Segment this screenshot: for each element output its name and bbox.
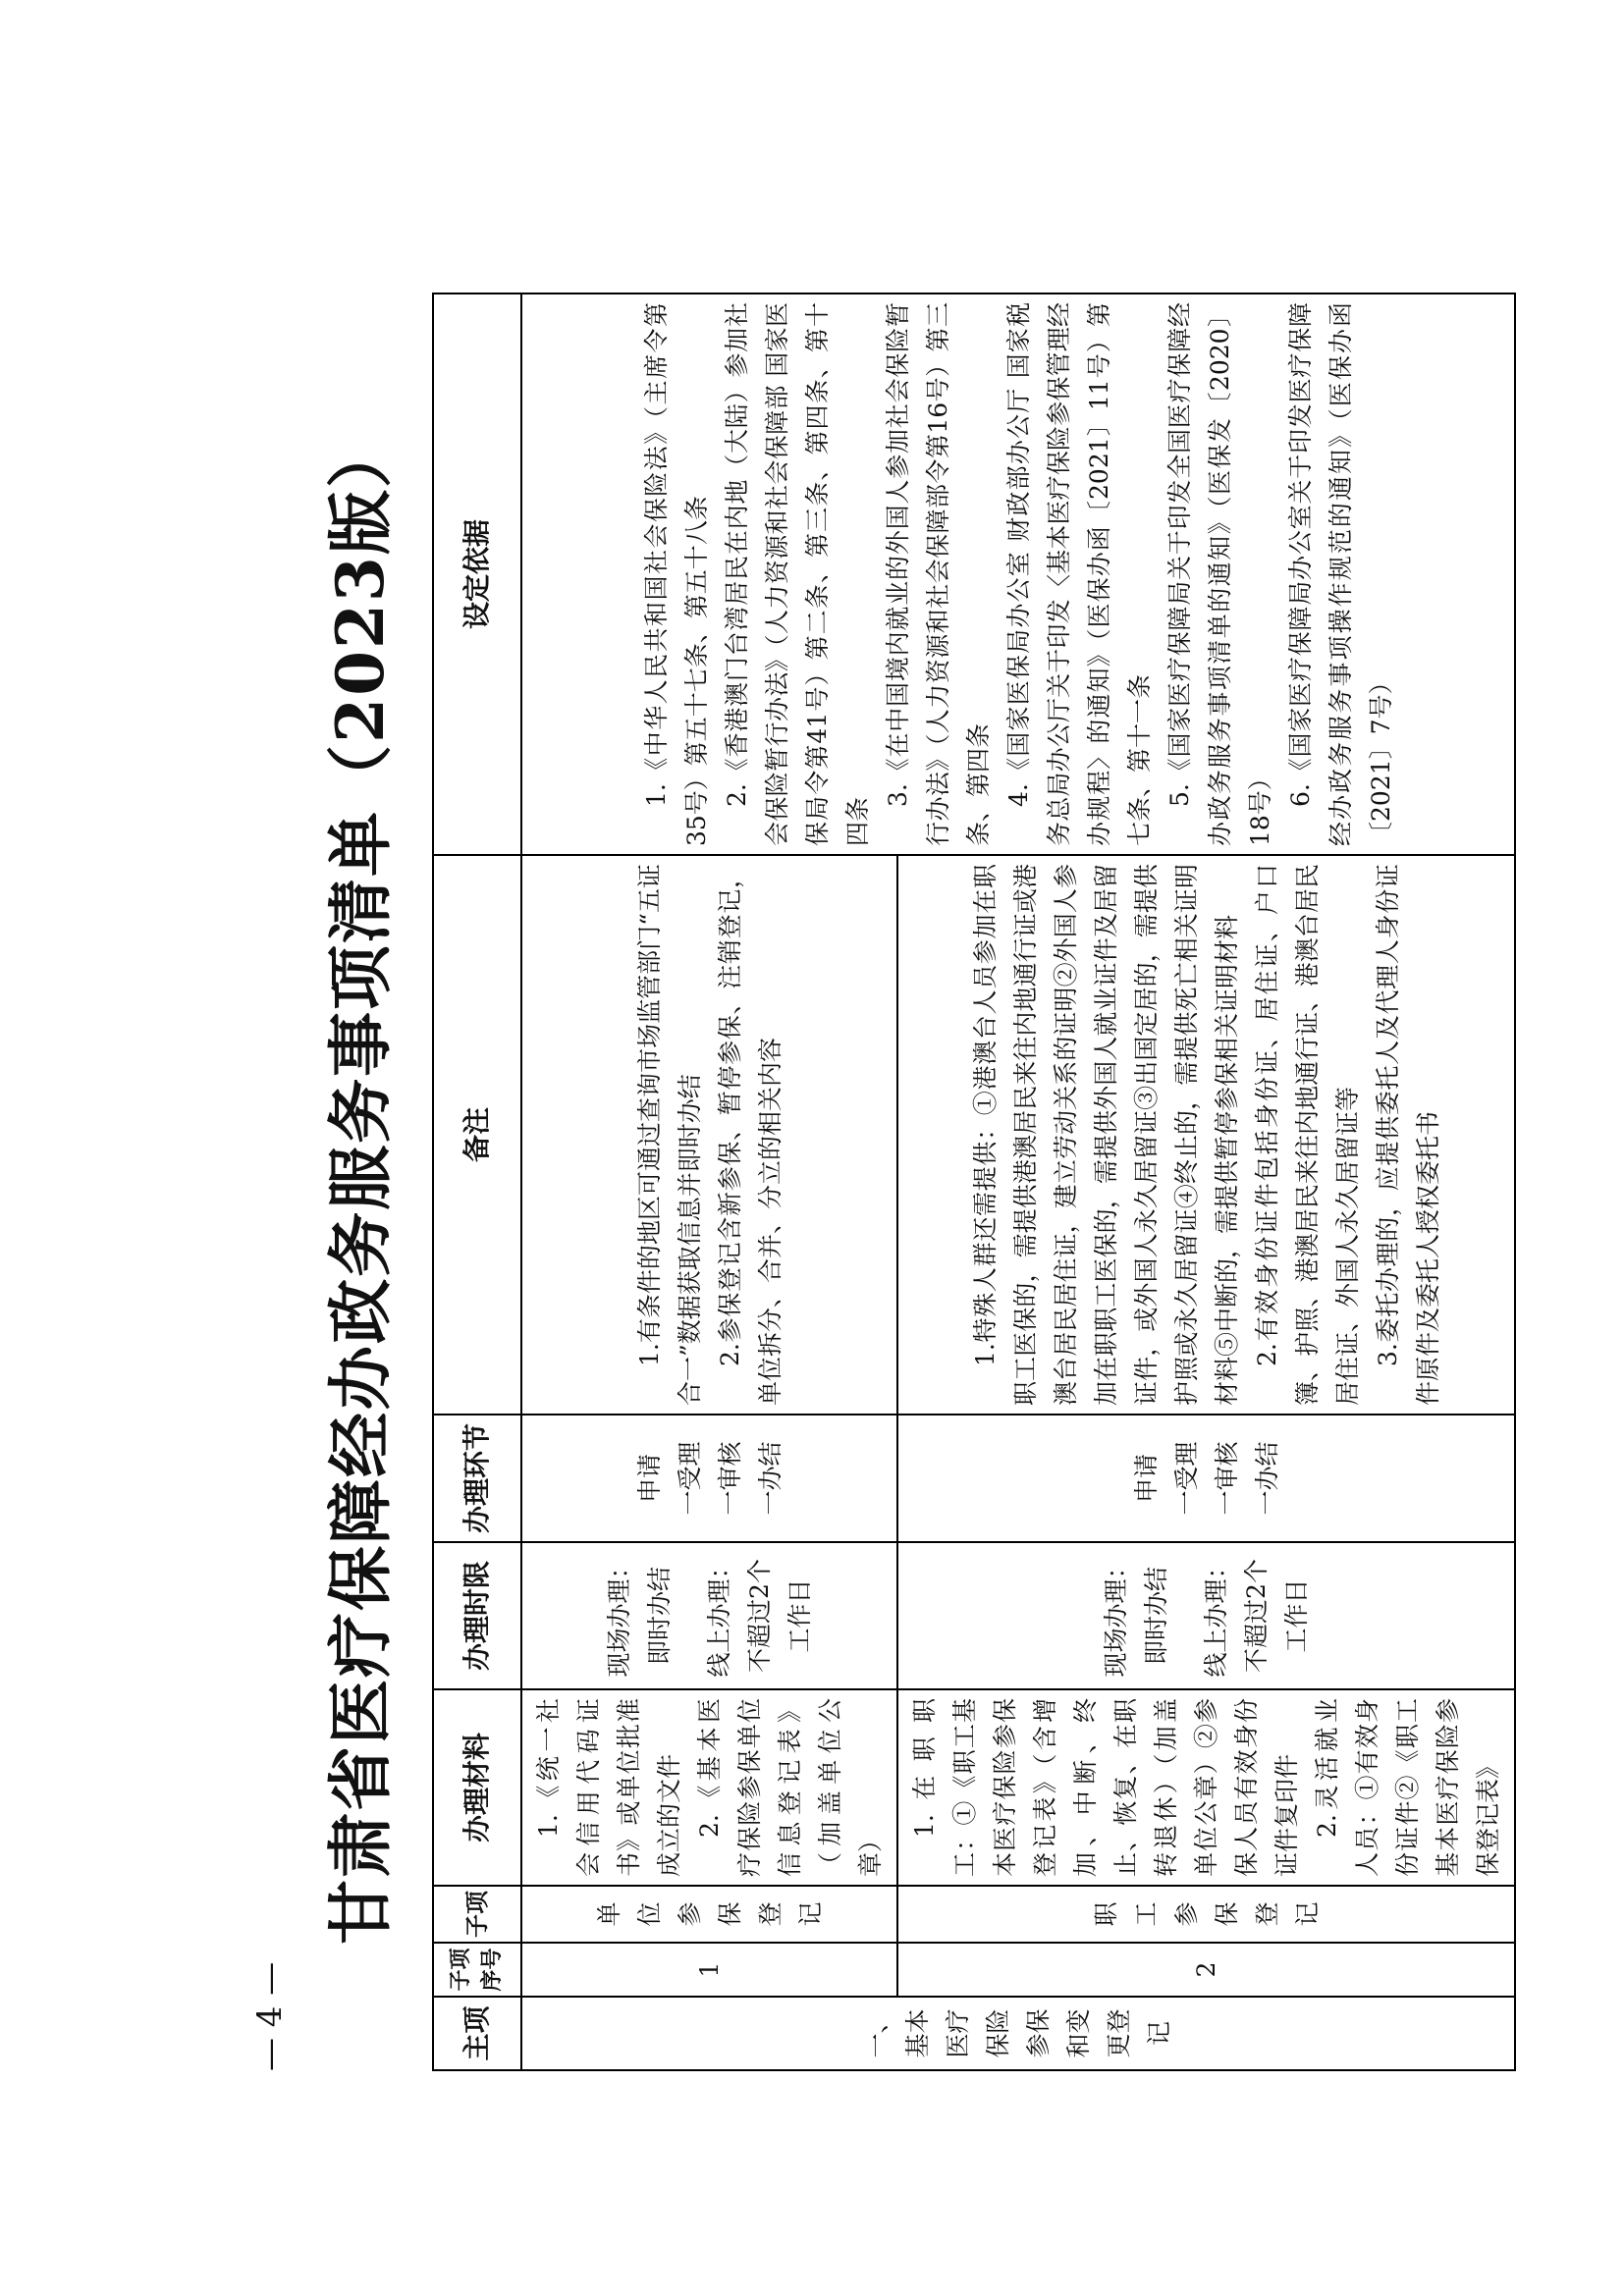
step: 一受理 xyxy=(675,1441,704,1516)
time-limit-cell xyxy=(521,1542,897,1689)
time-limit-onsite: 现场办理：即时办结 xyxy=(1102,1554,1170,1678)
time-limit-online: 线上办理：不超过2个工作日 xyxy=(705,1554,814,1678)
material-item: 1.《统一社会信用代码证书》或单位批准成立的文件 xyxy=(534,1698,683,1877)
header-materials: 办理材料 xyxy=(433,1689,521,1886)
service-items-table xyxy=(432,293,1516,2071)
notes-cell xyxy=(521,855,897,1415)
table-row xyxy=(521,294,897,2070)
step: 一办结 xyxy=(1252,1441,1281,1516)
header-basis: 设定依据 xyxy=(433,294,521,855)
basis-item: 3.《在中国境内就业的外国人参加社会保险暂行办法》（人力资源和社会保障部令第16号）第三条、第四条 xyxy=(883,302,993,846)
rotated-sheet xyxy=(314,294,1502,2071)
main-item-cell: 一、基本医疗保险参保和变更登记 xyxy=(521,1997,1515,2070)
basis-item: 6.《国家医疗保障局办公室关于印发医疗保障经办政务服务事项操作规范的通知》（医保办函〔2021〕7号） xyxy=(1285,302,1395,846)
page-title: 甘肃省医疗保障经办政务服务事项清单（2023版） xyxy=(322,421,399,1945)
sub-index-cell: 1 xyxy=(521,1943,897,1997)
materials-cell xyxy=(521,1689,897,1886)
sub-item-cell: 职工参保登记 xyxy=(897,1886,1515,1943)
time-limit-onsite: 现场办理：即时办结 xyxy=(605,1554,674,1678)
material-item: 2.灵活就业人员：①有效身份证件②《职工基本医疗保险参保登记表》 xyxy=(1313,1698,1502,1877)
header-notes: 备注 xyxy=(433,855,521,1415)
material-item: 2.《基本医疗保险参保单位信息登记表》（加盖单位公章） xyxy=(695,1698,885,1877)
header-sub-index: 子项序号 xyxy=(433,1943,521,1997)
step: 一办结 xyxy=(755,1441,785,1516)
notes-cell xyxy=(897,855,1515,1415)
basis-item: 5.《国家医疗保障局关于印发全国医疗保障经办政务服务事项清单的通知》（医保发〔2020〕18号） xyxy=(1164,302,1274,846)
header-main-item: 主项 xyxy=(433,1997,521,2070)
note-item: 1.特殊人群还需提供：①港澳台人员参加在职职工医保的，需提供港澳居民来往内地通行证或港澳台居民居住证，建立劳动关系的证明②外国人参加在职职工医保的，需提供外国人就业证件及居留证件，或外国人永久居留证③出国定居的，需提供护照或永久居留证④终止的，需提供死亡相关证明材料⑤中断的，需提供暂停参保相关证明材料 xyxy=(970,864,1241,1406)
step: 申请 xyxy=(1131,1454,1161,1504)
basis-item: 2.《香港澳门台湾居民在内地（大陆）参加社会保险暂行办法》（人力资源和社会保障部 国家医保局令第41号）第二条、第三条、第四条、第十四条 xyxy=(722,302,872,846)
step: 一审核 xyxy=(1212,1441,1241,1516)
basis-cell xyxy=(521,294,1515,855)
materials-cell xyxy=(897,1689,1515,1886)
time-limit-cell xyxy=(897,1542,1515,1689)
header-sub-item: 子项 xyxy=(433,1886,521,1943)
time-limit-online: 线上办理：不超过2个工作日 xyxy=(1202,1554,1311,1678)
step: 申请 xyxy=(634,1454,664,1504)
material-item: 1.在职职工：①《职工基本医疗保险参保登记表》（含增加、中断、终止、恢复、在职转退休）（加盖单位公章）②参保人员有效身份证件复印件 xyxy=(910,1698,1301,1877)
basis-item: 4.《国家医保局办公室 财政部办公厅 国家税务总局办公厅关于印发〈基本医疗保险参保管理经办规程〉的通知》（医保办函〔2021〕11号）第七条、第十一条 xyxy=(1003,302,1154,846)
note-item: 2.参保登记含新参保、暂停参保、注销登记，单位拆分、合并、分立的相关内容 xyxy=(715,864,785,1406)
header-time-limit: 办理时限 xyxy=(433,1542,521,1689)
note-item: 3.委托办理的，应提供委托人及代理人身份证件原件及委托人授权委托书 xyxy=(1373,864,1442,1406)
steps-cell xyxy=(521,1415,897,1542)
note-item: 2.有效身份证件包括身份证、居住证、户口簿、护照、港澳居民来往内地通行证、港澳台居民居住证、外国人永久居留证等 xyxy=(1252,864,1362,1406)
header-steps: 办理环节 xyxy=(433,1415,521,1542)
basis-item: 1.《中华人民共和国社会保险法》（主席令第35号）第五十七条、第五十八条 xyxy=(641,302,711,846)
step: 一审核 xyxy=(715,1441,744,1516)
page-number: — 4 — xyxy=(250,1961,290,2071)
note-item: 1.有条件的地区可通过查询市场监管部门“五证合一”数据获取信息并即时办结 xyxy=(634,864,704,1406)
step: 一受理 xyxy=(1171,1441,1201,1516)
table-header-row xyxy=(433,294,521,2070)
sub-index-cell: 2 xyxy=(897,1943,1515,1997)
sub-item-cell: 单位参保登记 xyxy=(521,1886,897,1943)
steps-cell xyxy=(897,1415,1515,1542)
